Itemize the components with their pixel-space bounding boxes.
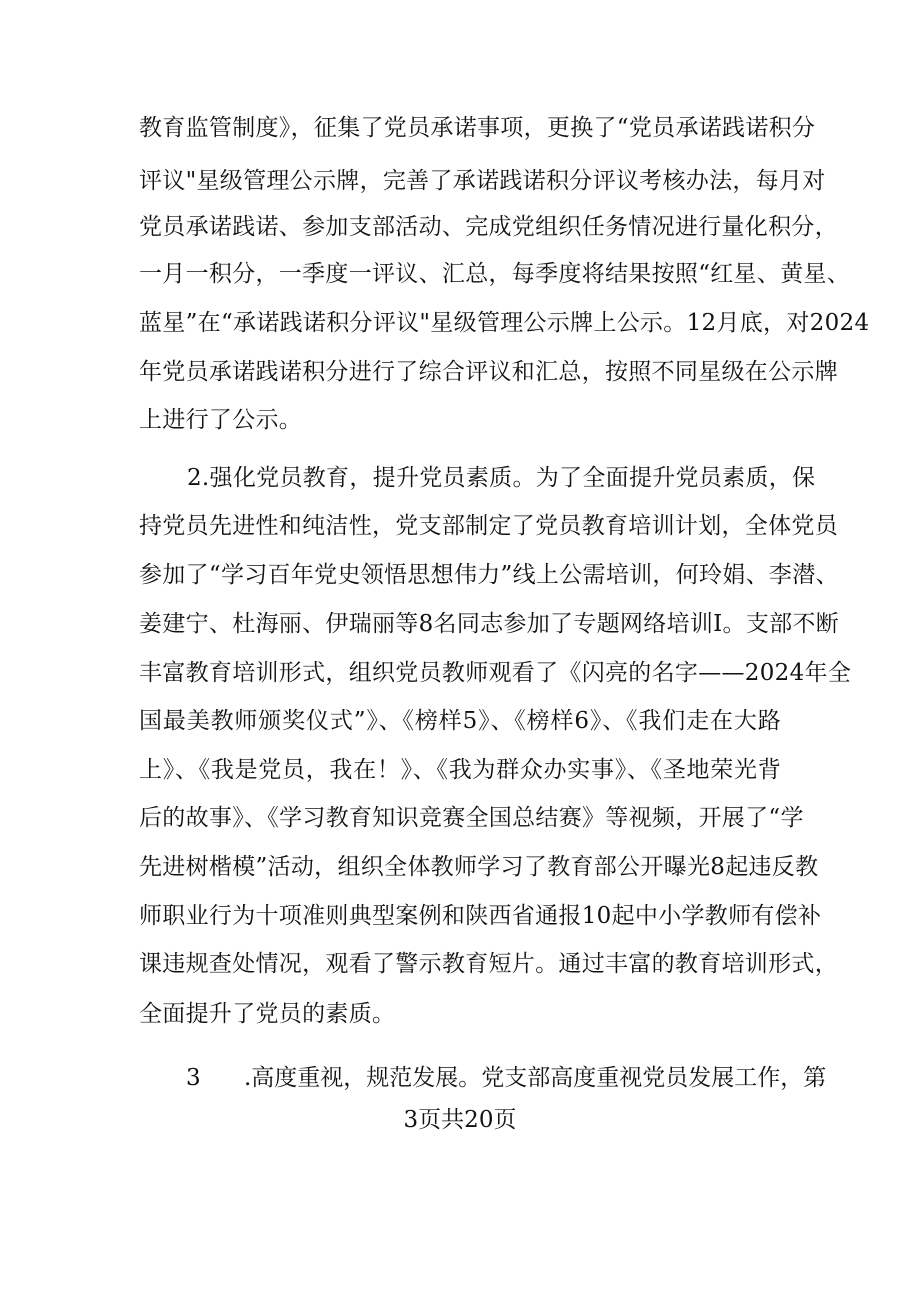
paragraph-line: 师职业行为十项准则典型案例和陕西省通报10起中小学教师有偿补: [139, 903, 822, 929]
paragraph-line: 年党员承诺践诺积分进行了综合评议和汇总，按照不同星级在公示牌: [139, 359, 838, 385]
paragraph-line: 全面提升了党员的素质。: [139, 1001, 396, 1027]
paragraph-line: 2.强化党员教育，提升党员素质。为了全面提升党员素质，保: [187, 465, 816, 491]
paragraph-number: 3: [186, 1065, 201, 1091]
paragraph-line: 后的故事》、《学习教育知识竞赛全国总结赛》等视频，开展了“学: [139, 805, 804, 831]
paragraph-line: 上进行了公示。: [139, 407, 303, 433]
paragraph-line: .高度重视，规范发展。党支部高度重视党员发展工作，第: [244, 1065, 827, 1091]
page-number: 3页共20页: [403, 1107, 517, 1133]
paragraph-line: 参加了“学习百年党史领悟思想伟力”线上公需培训，何玲娟、李潜、: [139, 562, 839, 588]
paragraph-line: 蓝星”在“承诺践诺积分评议"星级管理公示牌上公示。12月底，对2024: [139, 310, 870, 336]
paragraph-line: 持党员先进性和纯洁性，党支部制定了党员教育培训计划，全体党员: [139, 513, 838, 539]
paragraph-line: 课违规查处情况，观看了警示教育短片。通过丰富的教育培训形式，: [139, 951, 838, 977]
paragraph-line: 教育监管制度》，征集了党员承诺事项，更换了“党员承诺践诺积分: [139, 115, 816, 141]
paragraph-line: 国最美教师颁奖仪式”》、《榜样5》、《榜样6》、《我们走在大路: [139, 708, 781, 734]
paragraph-line: 评议"星级管理公示牌，完善了承诺践诺积分评议考核办法，每月对: [139, 168, 826, 194]
paragraph-line: 先进树楷模”活动，组织全体教师学习了教育部公开曝光8起违反教: [139, 854, 819, 880]
paragraph-line: 党员承诺践诺、参加支部活动、完成党组织任务情况进行量化积分，: [139, 214, 838, 240]
paragraph-line: 丰富教育培训形式，组织党员教师观看了《闪亮的名字——2024年全: [139, 660, 852, 686]
paragraph-line: 上》、《我是党员，我在！》、《我为群众办实事》、《圣地荣光背: [139, 757, 781, 783]
paragraph-line: 姜建宁、杜海丽、伊瑞丽等8名同志参加了专题网络培训I。支部不断: [139, 611, 840, 637]
paragraph-line: 一月一积分，一季度一评议、汇总，每季度将结果按照“红星、黄星、: [139, 261, 851, 287]
